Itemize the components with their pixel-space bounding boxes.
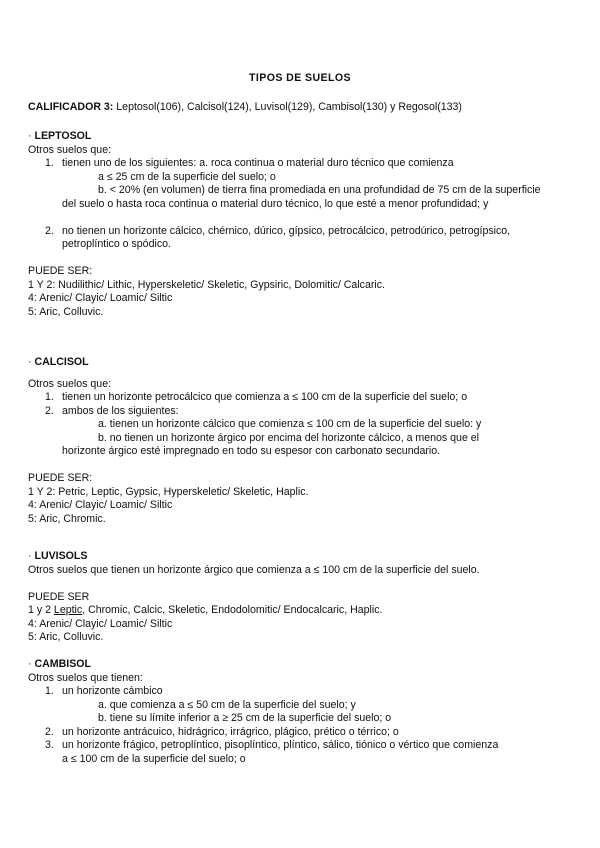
section-intro: Otros suelos que: bbox=[28, 377, 112, 390]
sub-item: a. que comienza a ≤ 50 cm de la superficie del suelo; y bbox=[98, 698, 356, 711]
list-item: 2. ambos de los siguientes: bbox=[45, 404, 179, 417]
puede-ser-line: 4: Arenic/ Clayic/ Loamic/ Siltic bbox=[28, 617, 173, 630]
section-leptosol bbox=[28, 130, 576, 319]
list-item-continuation: a ≤ 100 cm de la superficie del suelo; o bbox=[62, 752, 246, 765]
list-item: 1. un horizonte cámbico bbox=[45, 685, 163, 697]
section-luvisols bbox=[28, 550, 576, 645]
list-item: 1. tienen uno de los siguientes: a. roca continua o material duro técnico que comienza bbox=[45, 157, 454, 169]
puede-ser-line: 1 y 2 Leptic, Chromic, Calcic, Skeletic, Endodolomitic/ Endocalcaric, Haplic. bbox=[28, 604, 383, 616]
bullet: · bbox=[28, 356, 35, 368]
list-item: 3. un horizonte frágico, petroplíntico, pisoplíntico, plíntico, sálico, tiónico o vértico que comienza bbox=[45, 739, 499, 751]
section-heading: LUVISOLS bbox=[34, 550, 88, 562]
section-heading: CAMBISOL bbox=[34, 658, 91, 670]
bullet: · bbox=[28, 658, 35, 670]
list-item: 2. no tienen un horizonte cálcico, chérnico, dúrico, gípsico, petrocálcico, petrodúrico, petrogípsico, bbox=[45, 224, 511, 237]
sub-item: b. < 20% (en volumen) de tierra fina promediada en una profundidad de 75 cm de la superficie bbox=[98, 184, 541, 196]
section-cambisol bbox=[28, 658, 576, 766]
sub-item-continuation: horizonte árgico esté impregnado en todo su espesor con carbonato secundario. bbox=[62, 445, 441, 457]
section-intro: Otros suelos que: bbox=[28, 143, 112, 156]
puede-ser-label: PUEDE SER bbox=[28, 590, 90, 603]
list-item: 2. un horizonte antrácuico, hidrágrico, irrágrico, plágico, prético o térrico; o bbox=[45, 725, 399, 738]
puede-ser-line: 1 Y 2: Petric, Leptic, Gypsic, Hyperskeletic/ Skeletic, Haplic. bbox=[28, 485, 309, 498]
puede-ser-label: PUEDE SER: bbox=[28, 265, 93, 277]
bullet: · bbox=[28, 130, 35, 142]
puede-ser-line: 1 Y 2: Nudilithic/ Lithic, Hyperskeletic/ Skeletic, Gypsiric, Dolomitic/ Calcaric. bbox=[28, 278, 385, 291]
puede-ser-label: PUEDE SER: bbox=[28, 472, 93, 484]
puede-ser-line: 4: Arenic/ Clayic/ Loamic/ Siltic bbox=[28, 292, 173, 304]
bullet: · bbox=[28, 550, 35, 562]
list-item: 1. tienen un horizonte petrocálcico que comienza a ≤ 100 cm de la superficie del suelo; o bbox=[45, 391, 468, 403]
sub-item: b. tiene su límite inferior a ≥ 25 cm de la superficie del suelo; o bbox=[98, 712, 392, 724]
sub-item: a. tienen un horizonte cálcico que comienza ≤ 100 cm de la superficie del suelo: y bbox=[98, 418, 482, 430]
calificador-line bbox=[28, 101, 588, 115]
calificador-label: CALIFICADOR 3: bbox=[28, 101, 114, 113]
puede-ser-line: 5: Aric, Chromic. bbox=[28, 512, 106, 525]
section-calcisol bbox=[28, 356, 576, 526]
section-intro: Otros suelos que tienen: bbox=[28, 671, 143, 684]
sub-item: a ≤ 25 cm de la superficie del suelo; o bbox=[98, 170, 276, 183]
underlined-term: Leptic bbox=[53, 604, 83, 616]
section-text: Otros suelos que tienen un horizonte árgico que comienza a ≤ 100 cm de la superficie del suelo. bbox=[28, 563, 480, 576]
calificador-text: Leptosol(106), Calcisol(124), Luvisol(129), Cambisol(130) y Regosol(133) bbox=[113, 101, 462, 113]
section-heading: LEPTOSOL bbox=[34, 130, 92, 142]
sub-item-continuation: del suelo o hasta roca continua o material duro técnico, lo que esté a menor profundidad; y bbox=[62, 197, 489, 210]
list-item-continuation: petroplíntico o spódico. bbox=[62, 238, 171, 250]
puede-ser-line: 5: Aric, Colluvic. bbox=[28, 631, 104, 643]
page-title: TIPOS DE SUELOS bbox=[249, 72, 351, 84]
sub-item: b. no tienen un horizonte árgico por encima del horizonte cálcico, a menos que el bbox=[98, 431, 480, 444]
section-heading: CALCISOL bbox=[34, 356, 89, 368]
puede-ser-line: 5: Aric, Colluvic. bbox=[28, 305, 104, 318]
puede-ser-line: 4: Arenic/ Clayic/ Loamic/ Siltic bbox=[28, 499, 173, 511]
